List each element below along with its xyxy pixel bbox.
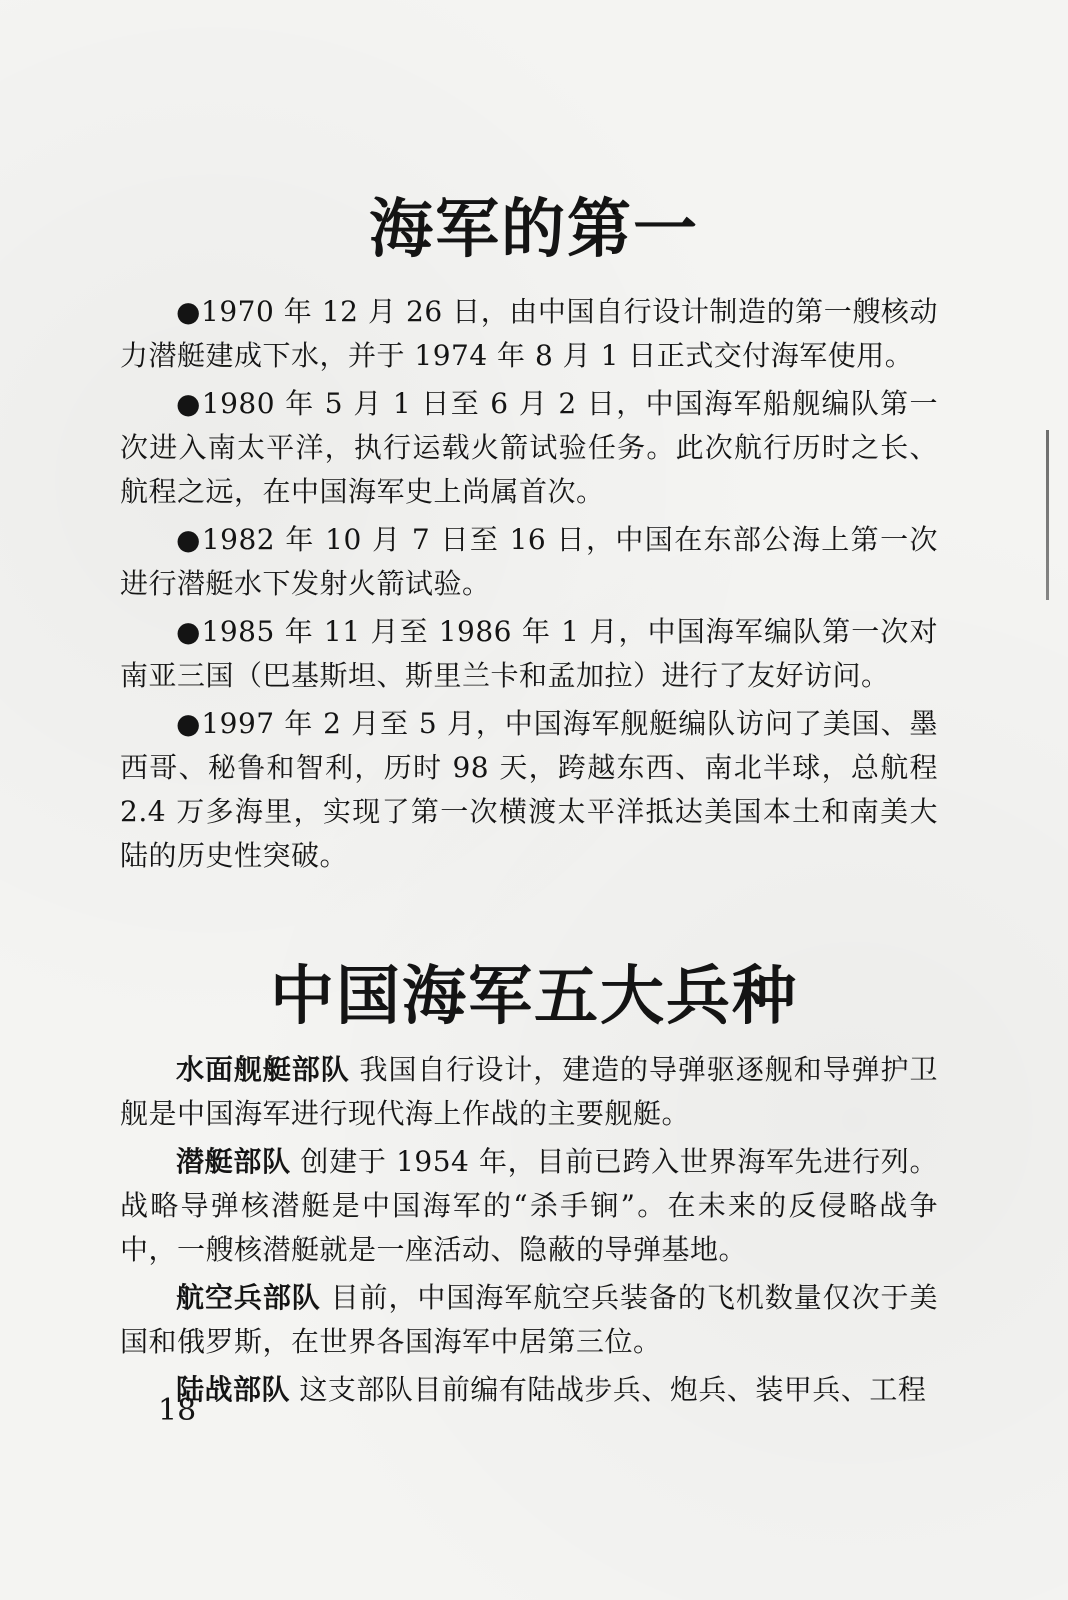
item-text: 1980 年 5 月 1 日至 6 月 2 日，中国海军船舰编队第一次进入南太平洋，执行运载火箭试验任务。此次航行历时之长、航程之远，在中国海军史上尚属首次。	[120, 387, 938, 508]
branch-name: 航空兵部队	[176, 1281, 321, 1314]
branch-name: 水面舰艇部队	[176, 1053, 350, 1086]
bullet-icon: ●	[176, 295, 202, 328]
list-item	[120, 1140, 938, 1272]
branch-text: 创建于 1954 年，目前已跨入世界海军先进行列。战略导弹核潜艇是中国海军的“杀手锏”。在未来的反侵略战争中，一艘核潜艇就是一座活动、隐蔽的导弹基地。	[120, 1145, 938, 1266]
scan-edge-mark	[1046, 430, 1049, 600]
bullet-icon: ●	[176, 523, 202, 556]
bullet-icon: ●	[176, 707, 202, 740]
bullet-icon: ●	[176, 615, 202, 648]
section-five-branches	[120, 1048, 938, 1416]
item-text: 1997 年 2 月至 5 月，中国海军舰艇编队访问了美国、墨西哥、秘鲁和智利，历时 98 天，跨越东西、南北半球，总航程 2.4 万多海里，实现了第一次横渡太平洋抵达美国本土和南美大陆的历史性突破。	[120, 707, 938, 872]
list-item	[120, 290, 938, 378]
section-navy-firsts	[120, 290, 938, 882]
list-item	[120, 1368, 938, 1412]
branch-name: 陆战部队	[176, 1373, 291, 1406]
list-item	[120, 1276, 938, 1364]
branch-text: 这支部队目前编有陆战步兵、炮兵、装甲兵、工程	[290, 1373, 927, 1406]
branch-name: 潜艇部队	[176, 1145, 291, 1178]
branch-text: 目前，中国海军航空兵装备的飞机数量仅次于美国和俄罗斯，在世界各国海军中居第三位。	[120, 1281, 938, 1358]
branch-text: 我国自行设计，建造的导弹驱逐舰和导弹护卫舰是中国海军进行现代海上作战的主要舰艇。	[120, 1053, 938, 1130]
item-text: 1985 年 11 月至 1986 年 1 月，中国海军编队第一次对南亚三国（巴基斯坦、斯里兰卡和孟加拉）进行了友好访问。	[120, 615, 939, 692]
page-number: 18	[158, 1393, 197, 1428]
list-item	[120, 382, 938, 514]
item-text: 1982 年 10 月 7 日至 16 日，中国在东部公海上第一次进行潜艇水下发射火箭试验。	[120, 523, 939, 600]
section-title-navy-firsts: 海军的第一	[369, 192, 699, 267]
list-item	[120, 518, 938, 606]
section-title-five-branches: 中国海军五大兵种	[270, 959, 798, 1034]
bullet-icon: ●	[176, 387, 202, 420]
list-item	[120, 1048, 938, 1136]
list-item	[120, 610, 938, 698]
item-text: 1970 年 12 月 26 日，由中国自行设计制造的第一艘核动力潜艇建成下水，并于 1974 年 8 月 1 日正式交付海军使用。	[120, 295, 938, 372]
list-item	[120, 702, 938, 878]
